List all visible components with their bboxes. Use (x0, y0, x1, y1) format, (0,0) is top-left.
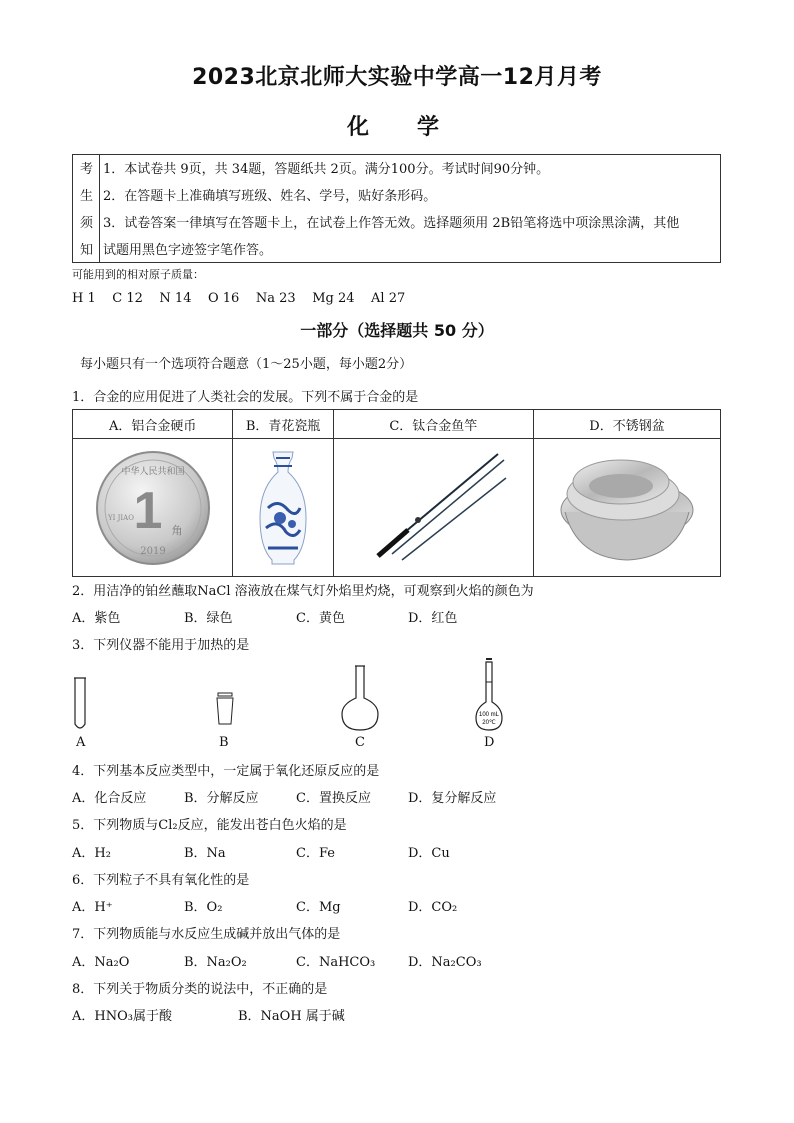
question-8-stem: 8．下列关于物质分类的说法中，不正确的是 (72, 982, 328, 997)
notice-label-char: 知 (79, 243, 93, 258)
question-4-stem: 4．下列基本反应类型中，一定属于氧化还原反应的是 (72, 764, 380, 779)
q8-option-b: B．NaOH 属于碱 (238, 1009, 345, 1024)
question-1-stem: 1．合金的应用促进了人类社会的发展。下列不属于合金的是 (72, 390, 419, 405)
q1-option-b-label: B．青花瓷瓶 (233, 410, 333, 439)
fishing-rod-image (358, 448, 508, 568)
q1-fishing-rod-cell (333, 439, 533, 577)
q1-steel-basin-cell (533, 439, 720, 577)
test-tube-icon (70, 676, 90, 732)
q6-option-a: A．H⁺ (72, 900, 113, 915)
q3-option-d: D (484, 735, 495, 750)
vase-image (248, 448, 318, 568)
q4-option-b: B．分解反应 (184, 791, 259, 806)
atomic-mass-label: 可能用到的相对原子质量： (72, 268, 204, 281)
q6-option-b: B．O₂ (184, 900, 223, 915)
q7-option-b: B．Na₂O₂ (184, 955, 247, 970)
q5-option-c: C．Fe (296, 846, 335, 861)
question-2-stem: 2．用洁净的铂丝蘸取NaCl 溶液放在煤气灯外焰里灼烧，可观察到火焰的颜色为 (72, 584, 534, 599)
question-5-stem: 5．下列物质与Cl₂反应，能发出苍白色火焰的是 (72, 818, 347, 833)
q1-option-c-label: C．钛合金鱼竿 (333, 410, 533, 439)
q3-option-a: A (76, 735, 86, 750)
q3-option-b: B (219, 735, 229, 750)
notice-label-char: 生 (79, 189, 93, 204)
q4-option-c: C．置换反应 (296, 791, 371, 806)
q7-option-a: A．Na₂O (72, 955, 130, 970)
exam-title: 2023北京北师大实验中学高一12月月考 (192, 65, 602, 90)
q5-option-d: D．Cu (408, 846, 450, 861)
q6-option-c: C．Mg (296, 900, 341, 915)
exam-notice-box (72, 154, 721, 263)
coin-side-text: YI JIAO (107, 513, 134, 522)
notice-line: 3．试卷答案一律填写在答题卡上，在试卷上作答无效。选择题须用 2B铅笔将选中项涂黑涂满，其他 (103, 216, 680, 231)
q2-option-d: D．红色 (408, 611, 458, 626)
q1-vase-cell (233, 439, 333, 577)
atomic-masses: H 1 C 12 N 14 O 16 Na 23 Mg 24 Al 27 (72, 291, 406, 306)
notice-label-char: 须 (79, 216, 93, 231)
q2-option-b: B．绿色 (184, 611, 233, 626)
q2-option-c: C．黄色 (296, 611, 345, 626)
notice-line: 试题用黑色字迹签字笔作答。 (103, 243, 273, 258)
q8-option-a: A．HNO₃属于酸 (72, 1009, 172, 1024)
steel-basin-image (557, 448, 697, 568)
coin-top-text: 中华人民共和国 (121, 466, 185, 477)
coin-unit: 角 (171, 523, 183, 537)
q5-option-a: A．H₂ (72, 846, 111, 861)
q4-option-d: D．复分解反应 (408, 791, 497, 806)
q4-option-a: A．化合反应 (72, 791, 147, 806)
q1-option-d-label: D．不锈钢盆 (533, 410, 720, 439)
notice-line: 2．在答题卡上准确填写班级、姓名、学号，贴好条形码。 (103, 189, 437, 204)
crucible-icon (212, 692, 238, 726)
question-3-stem: 3．下列仪器不能用于加热的是 (72, 638, 250, 653)
q2-option-a: A．紫色 (72, 611, 121, 626)
flask-label-volume: 100 mL (478, 712, 500, 718)
round-flask-icon (340, 664, 380, 732)
q5-option-b: B．Na (184, 846, 226, 861)
section-instruction: 每小题只有一个选项符合题意（1～25小题，每小题2分） (80, 357, 413, 372)
question-6-stem: 6．下列粒子不具有氧化性的是 (72, 873, 250, 888)
q1-coin-cell (73, 439, 233, 577)
coin-value: 1 (133, 481, 163, 540)
notice-label-char: 考 (79, 162, 93, 177)
flask-label-temp: 20℃ (482, 720, 496, 726)
subject-title: 化学 (346, 115, 487, 140)
q6-option-d: D．CO₂ (408, 900, 458, 915)
q1-option-a-label: A．铝合金硬币 (73, 410, 233, 439)
q7-option-c: C．NaHCO₃ (296, 955, 376, 970)
q7-option-d: D．Na₂CO₃ (408, 955, 482, 970)
coin-image (93, 448, 213, 568)
volumetric-flask-icon (472, 658, 506, 732)
notice-line: 1．本试卷共 9页，共 34题，答题纸共 2页。满分100分。考试时间90分钟。 (103, 162, 550, 177)
notice-label-column (73, 155, 100, 262)
coin-year: 2019 (140, 545, 166, 557)
question-7-stem: 7．下列物质能与水反应生成碱并放出气体的是 (72, 927, 341, 942)
section-title: 一部分（选择题共 50 分） (300, 321, 494, 340)
question-1-options-table (72, 409, 721, 577)
q3-option-c: C (355, 735, 365, 750)
